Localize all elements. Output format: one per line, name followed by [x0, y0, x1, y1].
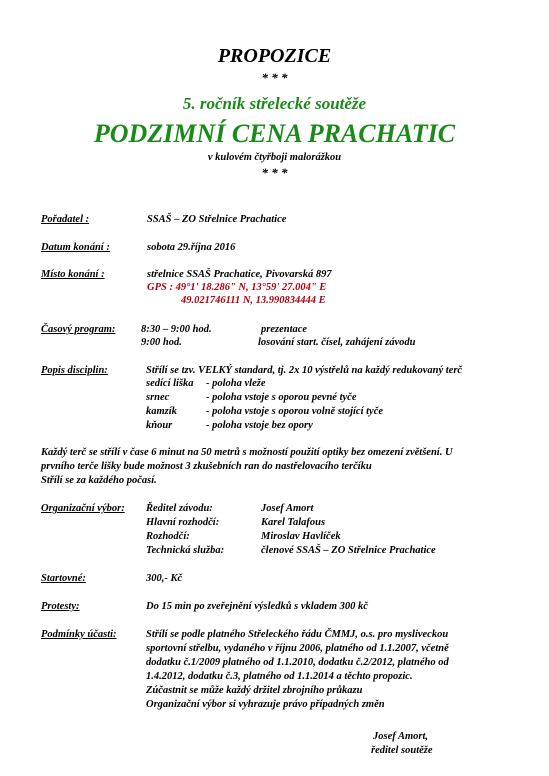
- competition-title: PODZIMNÍ CENA PRACHATIC: [93, 119, 456, 148]
- committee-role: Hlavní rozhodčí:: [146, 517, 220, 528]
- discipline-desc: - poloha vstoje s oporou volně stojící tyče: [206, 406, 384, 417]
- doc-title: PROPOZICE: [217, 45, 332, 67]
- stars-divider: * * *: [261, 165, 288, 180]
- schedule-text: losování start. čísel, zahájení závodu: [258, 337, 416, 348]
- disciplines-intro: Střílí se tzv. VELKÝ standard, tj. 2x 10 výstřelů na každý redukovaný terč: [146, 365, 463, 376]
- conditions-line: 1.4.2012, dodatku č.3, platného od 1.1.2014 a těchto propozic.: [146, 671, 413, 682]
- edition-subtitle: 5. ročník střelecké soutěže: [182, 94, 367, 113]
- protests-label: Protesty:: [41, 601, 80, 612]
- committee-role: Rozhodčí:: [146, 531, 190, 542]
- schedule-time: 8:30 – 9:00 hod.: [141, 324, 212, 335]
- signature-title: ředitel soutěže: [371, 745, 433, 756]
- fee-value: 300,- Kč: [146, 573, 183, 584]
- date-label: Datum konání :: [41, 242, 110, 253]
- organizer-label: Pořadatel :: [41, 214, 90, 225]
- discipline-name: sedící liška: [146, 378, 194, 389]
- schedule-label: Časový program:: [41, 324, 116, 335]
- conditions-line: sportovní střelbu, vydaného v říjnu 2006, platného od 1.1.2007, včetně: [146, 643, 449, 654]
- disciplines-label: Popis disciplin:: [41, 365, 108, 376]
- discipline-desc: - poloha vstoje bez opory: [206, 420, 313, 431]
- discipline-desc: - poloha vleže: [206, 378, 266, 389]
- committee-name: Karel Talafous: [261, 517, 326, 528]
- committee-name: Josef Amort: [261, 503, 314, 514]
- conditions-line: Organizační výbor si vyhrazuje právo případných změn: [146, 699, 385, 710]
- committee-name: členové SSAŠ – ZO Střelnice Prachatice: [261, 545, 436, 556]
- conditions-line: Střílí se podle platného Střeleckého řádu ČMMJ, o.s. pro mysliveckou: [146, 629, 449, 640]
- fee-label: Startovné:: [41, 573, 86, 584]
- competition-tagline: v kulovém čtyřboji malorážkou: [207, 152, 342, 163]
- schedule-time: 9:00 hod.: [141, 337, 182, 348]
- discipline-name: kňour: [146, 420, 173, 431]
- venue-value: střelnice SSAŠ Prachatice, Pivovarská 897: [147, 269, 332, 280]
- discipline-name: kamzík: [146, 406, 177, 417]
- committee-label: Organizační výbor:: [41, 503, 125, 514]
- discipline-name: srnec: [146, 392, 170, 403]
- gps-dms: GPS : 49°1' 18.286" N, 13°59' 27.004" E: [147, 282, 327, 293]
- rules-paragraph-line: Střílí se za každého počasí.: [41, 475, 157, 486]
- conditions-label: Podmínky účasti:: [41, 629, 117, 640]
- conditions-line: Zúčastnit se může každý držitel zbrojního průkazu: [146, 685, 363, 696]
- committee-role: Ředitel závodu:: [146, 503, 213, 514]
- stars-divider: * * *: [261, 70, 288, 85]
- discipline-desc: - poloha vstoje s oporou pevné tyče: [206, 392, 357, 403]
- gps-decimal: 49.021746111 N, 13.990834444 E: [181, 295, 326, 306]
- protests-value: Do 15 min po zveřejnění výsledků s vkladem 300 kč: [146, 601, 368, 612]
- venue-label: Místo konání :: [41, 269, 105, 280]
- conditions-line: dodatku č.1/2009 platného od 1.1.2010, dodatku č.2/2012, platného od: [146, 657, 449, 668]
- rules-paragraph-line: Každý terč se střílí v čase 6 minut na 50 metrů s možností použití optiky bez omezení zvětšení. U: [41, 447, 453, 458]
- schedule-text: prezentace: [261, 324, 308, 335]
- organizer-value: SSAŠ – ZO Střelnice Prachatice: [147, 214, 287, 225]
- rules-paragraph-line: prvního terče lišky bude možnost 3 zkušebních ran do nastřelovacího terčíku: [41, 461, 372, 472]
- date-value: sobota 29.října 2016: [147, 242, 236, 253]
- committee-name: Miroslav Havlíček: [261, 531, 341, 542]
- committee-role: Technická služba:: [146, 545, 225, 556]
- signature-name: Josef Amort,: [373, 731, 429, 742]
